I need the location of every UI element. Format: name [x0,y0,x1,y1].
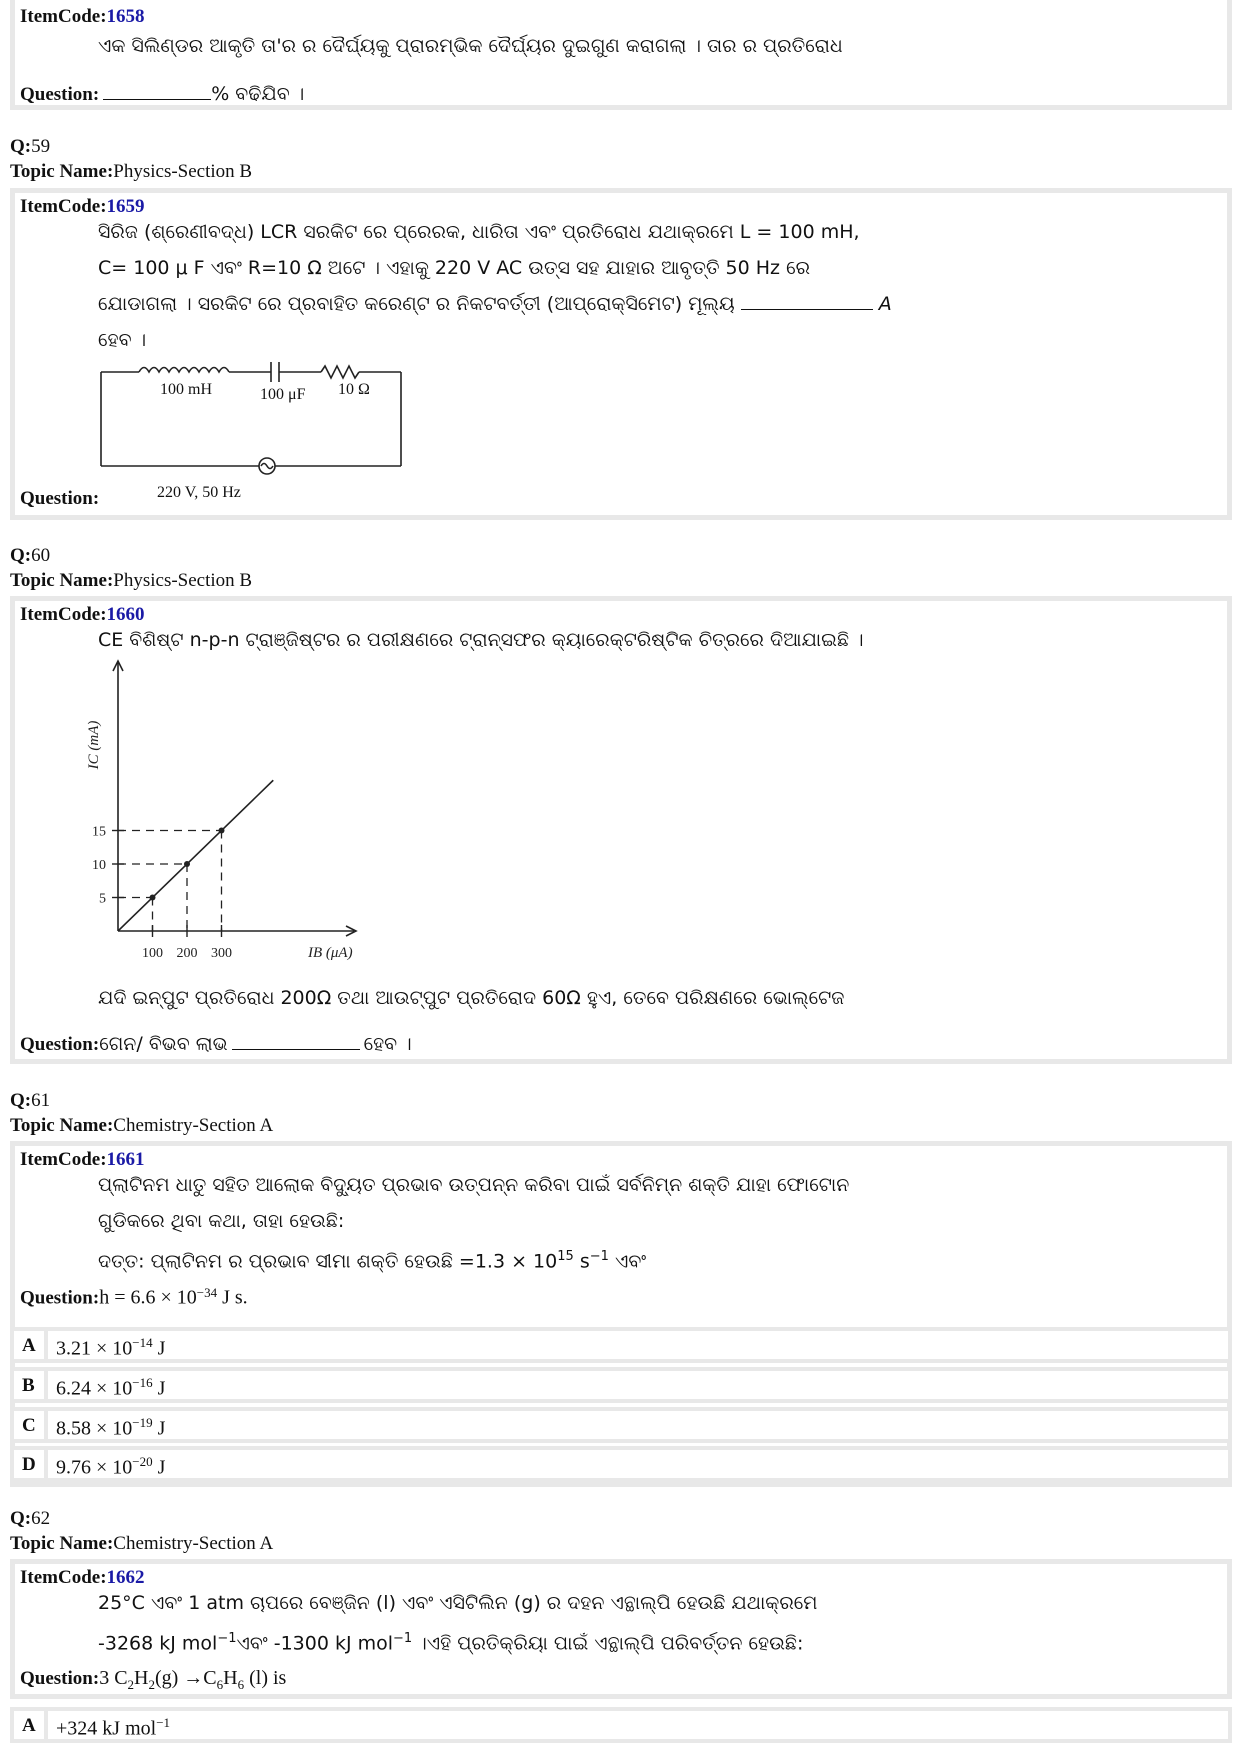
question-label: Question: [20,1287,100,1309]
item-code-label: ItemCode: [20,1149,107,1170]
option-d[interactable] [10,1446,1232,1482]
topic-value: Physics-Section B [113,570,253,591]
q-label: Q: [10,1090,32,1111]
question-line-1659 [20,488,99,510]
question-text-fragment: s [573,1250,590,1273]
topic-label: Topic Name: [10,1115,114,1136]
question-text-line: ଯଦି ଇନ୍ପୁଟ ପ୍ରତିରୋଧ 200Ω ତଥା ଆଉଟ୍ପୁଟ ପ୍ରତିରୋଦ 60Ω ହୁଏ, ତେବେ ପରିକ୍ଷଣରେ ଭୋଲ୍ଟେଜ [98,987,845,1009]
q-label: Q: [10,136,32,157]
question-number-61 [10,1090,50,1112]
characteristic-line [118,780,273,931]
y-tick-label: 5 [99,891,106,907]
option-value: $8.58 \times 10^{-19}$ J [56,1415,166,1440]
topic-value: Chemistry-Section A [113,1533,274,1554]
topic-label: Topic Name: [10,1533,114,1554]
option-value: $9.76 \times 10^{-20}$ J [56,1454,166,1479]
item-code-label: ItemCode: [20,1567,107,1588]
option-letter: B [22,1375,35,1396]
q-number: 61 [31,1090,51,1111]
item-code-value: 1660 [106,604,145,625]
item-code-label: ItemCode: [20,196,107,217]
option-a[interactable] [10,1707,1232,1743]
option-value: +324 kJ mol$^{-1}$ [56,1715,171,1740]
exponent: −34 [196,1285,218,1300]
data-point [184,861,190,867]
question-number-59 [10,136,50,158]
capacitor-label: 100 μF [260,386,306,403]
option-value: $3.21 \times 10^{-14}$ J [56,1335,166,1360]
answer-blank [232,1049,360,1050]
item-code-line-1658 [20,6,145,28]
question-text-fragment: J s. [217,1286,248,1309]
question-label: Question: [20,1668,100,1689]
question-label: Question: [20,84,100,105]
x-tick-label: 100 [142,946,163,961]
item-code-value: 1662 [106,1567,145,1588]
inductor-label: 100 mH [160,381,212,398]
question-text-fragment: ଗେନ/ ବିଭବ ଲାଭ [99,1033,228,1055]
x-tick-label: 300 [211,946,232,961]
question-line-1661 [20,1285,248,1309]
question-text-line: ଗୁଡିକରେ ଥିବା କଥା, ତାହା ହେଉଛି: [98,1210,345,1232]
option-c[interactable] [10,1407,1232,1443]
question-label: Question: [20,488,100,509]
option-letter: D [22,1454,36,1475]
y-axis-label: IC (mA) [86,720,102,770]
y-tick-label: 10 [92,858,106,873]
question-text-fragment: ହେବ । [363,1033,412,1055]
question-text-line: CE ବିଶିଷ୍ଟ n-p-n ଟ୍ରାଞ୍ଜିଷ୍ଟର ର ପରୀକ୍ଷଣରେ ଟ୍ରାନ୍ସଫର କ୍ୟାରେକ୍ଟରିଷ୍ଟିକ ଚିତ୍ରରେ ଦିଆଯାଇଛି । [98,629,864,651]
question-line-1662 [20,1667,286,1693]
option-b[interactable] [10,1367,1232,1403]
question-text-line [98,286,892,322]
y-tick-label: 15 [92,824,106,840]
x-tick-label: 200 [176,946,198,961]
q-number: 62 [31,1508,51,1529]
question-text-suffix: % ବଢିଯିବ । [211,83,305,105]
question-text-line: 25°C ଏବଂ 1 atm ଚାପରେ ବେଞ୍ଜିନ (l) ଏବଂ ଏସିଟିଲିନ (g) ର ଦହନ ଏନ୍ଥାଲ୍ପି ହେଉଛି ଯଥାକ୍ରମେ [98,1592,818,1614]
question-text-fragment: ଏବଂ [608,1250,647,1273]
answer-blank [103,99,211,100]
question-text-line: C= 100 μ F ଏବଂ R=10 Ω ଅଟେ । ଏହାକୁ 220 V AC ଉତ୍ସ ସହ ଯାହାର ଆବୃତ୍ତି 50 Hz ରେ [98,257,810,279]
question-text-fragment: h = 6.6 × 10 [99,1286,197,1309]
question-text-fragment: ଦତ୍ତ: ପ୍ଲାଟିନମ ର ପ୍ରଭାବ ସୀମା ଶକ୍ତି ହେଉଛି =1.3 × 10 [98,1250,558,1273]
topic-line-60 [10,570,252,592]
item-code-value: 1658 [106,6,145,27]
item-code-label: ItemCode: [20,604,107,625]
q-number: 59 [31,136,51,157]
q-label: Q: [10,1508,32,1529]
topic-label: Topic Name: [10,570,114,591]
item-code-value: 1659 [106,196,145,217]
data-point [150,895,156,901]
topic-value: Physics-Section B [113,161,253,182]
option-letter: A [22,1335,36,1356]
x-axis-label: IB (μA) [308,945,353,961]
topic-line-61 [10,1115,273,1137]
question-number-62 [10,1508,50,1530]
question-text-line [98,1239,646,1279]
exponent: 15 [557,1249,574,1264]
question-number-60 [10,545,50,567]
question-text-line: ପ୍ଲାଟିନମ ଧାତୁ ସହିତ ଆଲୋକ ବିଦ୍ୟୁତ ପ୍ରଭାବ ଉତ୍ପନ୍ନ କରିବା ପାଇଁ ସର୍ବନିମ୍ନ ଶକ୍ତି ଯାହା ଫୋଟୋନ [98,1174,850,1196]
resistor-label: 10 Ω [338,381,370,398]
question-label: Question: [20,1034,100,1055]
q-number: 60 [31,545,51,566]
source-label: 220 V, 50 Hz [157,484,241,501]
option-letter: C [22,1415,36,1436]
option-value: $6.24 \times 10^{-16}$ J [56,1375,166,1400]
q-label: Q: [10,545,32,566]
question-text-line: ଏକ ସିଲିଣ୍ଡର ଆକୃତି ତା'ର ର ଦୈର୍ଘ୍ୟକୁ ପ୍ରାରମ୍ଭିକ ଦୈର୍ଘ୍ୟର ଦୁଇଗୁଣ କରାଗଲା । ତାର ର ପ୍ରତିରୋଧ [98,35,843,57]
question-text-line: ସିରିଜ (ଶ୍ରେଣୀବଦ୍ଧ) LCR ସରକିଟ ରେ ପ୍ରେରକ, ଧାରିତା ଏବଂ ପ୍ରତିରୋଧ ଯଥାକ୍ରମେ L = 100 mH, [98,221,860,243]
question-line-1660 [20,1026,412,1062]
unit-text: A [878,293,892,315]
question-text-fragment: ଯୋଡାଗଲା । ସରକିଟ ରେ ପ୍ରବାହିତ କରେଣ୍ଟ ର ନିକଟବର୍ତ୍ତୀ (ଆପ୍ରୋକ୍ସିମେଟ) ମୂଲ୍ୟ [98,293,735,315]
data-point [219,828,225,834]
transfer-characteristic-chart [80,655,410,965]
topic-line-59 [10,161,252,183]
topic-value: Chemistry-Section A [113,1115,274,1136]
question-line-1658 [20,76,304,112]
reaction-equation: 3 $C_2H_2(g) \to C_6H_6$ (l) is [99,1667,287,1692]
item-code-label: ItemCode: [20,6,107,27]
answer-blank [741,309,873,310]
option-letter: A [22,1715,36,1736]
topic-label: Topic Name: [10,161,114,182]
item-code-value: 1661 [106,1149,145,1170]
question-text-line: ହେବ । [98,329,147,351]
option-a[interactable] [10,1327,1232,1363]
topic-line-62 [10,1533,273,1555]
question-text-line: -3268 kJ mol$^{-1}$ଏବଂ -1300 kJ mol$^{-1}$ ।ଏହି ପ୍ରତିକ୍ରିୟା ପାଇଁ ଏନ୍ଥାଲ୍ପି ପରିବର୍ତ୍ତନ ହେଉଛି: [98,1631,804,1655]
exponent: −1 [589,1249,609,1264]
